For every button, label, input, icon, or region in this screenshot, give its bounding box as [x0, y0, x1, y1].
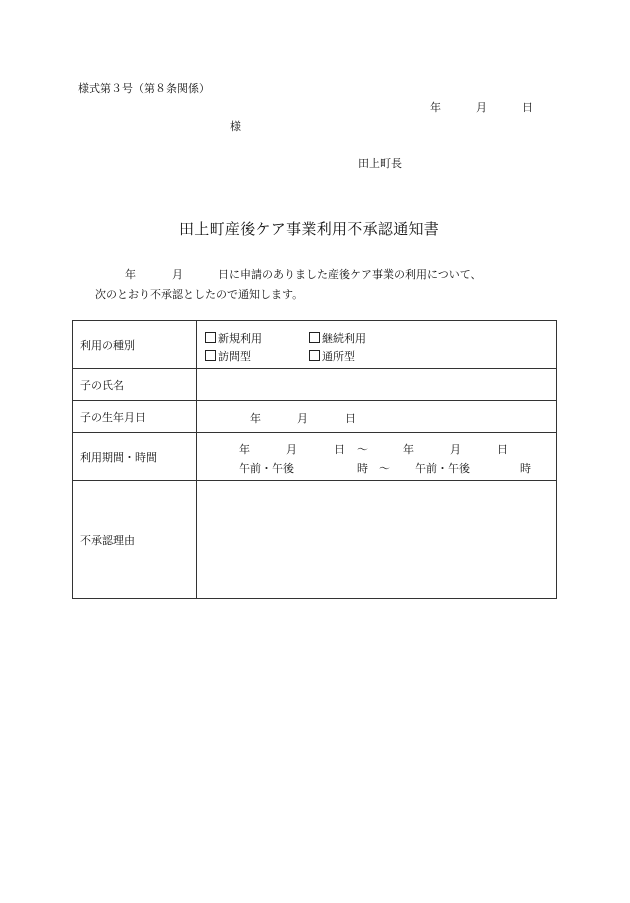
option-visit[interactable]: 訪問型: [205, 348, 251, 364]
start-month: 月: [286, 443, 297, 456]
notice-table: [72, 320, 557, 599]
start-hour: 時: [357, 462, 368, 475]
start-ampm: 午前・午後: [239, 462, 294, 475]
usage-period-field[interactable]: [197, 433, 557, 481]
usage-type-options: [197, 321, 557, 369]
start-year: 年: [239, 443, 250, 456]
child-name-field[interactable]: [197, 369, 557, 401]
date-day: 日: [522, 101, 533, 114]
child-name-label: 子の氏名: [73, 369, 197, 401]
end-hour: 時: [520, 462, 531, 475]
date-month: 月: [476, 101, 487, 114]
checkbox-icon: [309, 350, 320, 361]
addressee-suffix: 様: [230, 120, 241, 133]
body-line2: 次のとおり不承認としたので通知します。: [95, 288, 304, 301]
document-title: 田上町産後ケア事業利用不承認通知書: [179, 220, 440, 238]
end-ampm: 午前・午後: [415, 462, 470, 475]
row-child-birthdate: [73, 401, 557, 433]
row-child-name: [73, 369, 557, 401]
checkbox-icon: [205, 350, 216, 361]
usage-type-label: 利用の種別: [73, 321, 197, 369]
end-day: 日: [497, 443, 508, 456]
row-reason: [73, 481, 557, 599]
end-year: 年: [403, 443, 414, 456]
reason-label: 不承認理由: [73, 481, 197, 599]
row-usage-period: [73, 433, 557, 481]
checkbox-icon: [205, 332, 216, 343]
time-tilde: ～: [379, 462, 390, 475]
body-month: 月: [172, 268, 183, 281]
usage-period-label: 利用期間・時間: [73, 433, 197, 481]
reason-field[interactable]: [197, 481, 557, 599]
end-month: 月: [450, 443, 461, 456]
body-year: 年: [125, 268, 136, 281]
date-year: 年: [430, 101, 441, 114]
birth-year: 年: [250, 412, 261, 425]
form-number: 様式第３号（第８条関係）: [78, 82, 210, 95]
body-line1: 日に申請のありました産後ケア事業の利用について、: [218, 268, 482, 281]
period-tilde: ～: [357, 443, 368, 456]
checkbox-icon: [309, 332, 320, 343]
option-continue[interactable]: 継続利用: [309, 330, 366, 346]
birth-day: 日: [345, 412, 356, 425]
child-birthdate-field[interactable]: [197, 401, 557, 433]
row-usage-type: [73, 321, 557, 369]
child-birthdate-label: 子の生年月日: [73, 401, 197, 433]
start-day: 日: [334, 443, 345, 456]
birth-month: 月: [297, 412, 308, 425]
option-day[interactable]: 通所型: [309, 348, 355, 364]
option-new[interactable]: 新規利用: [205, 330, 262, 346]
issuer: 田上町長: [358, 157, 402, 170]
